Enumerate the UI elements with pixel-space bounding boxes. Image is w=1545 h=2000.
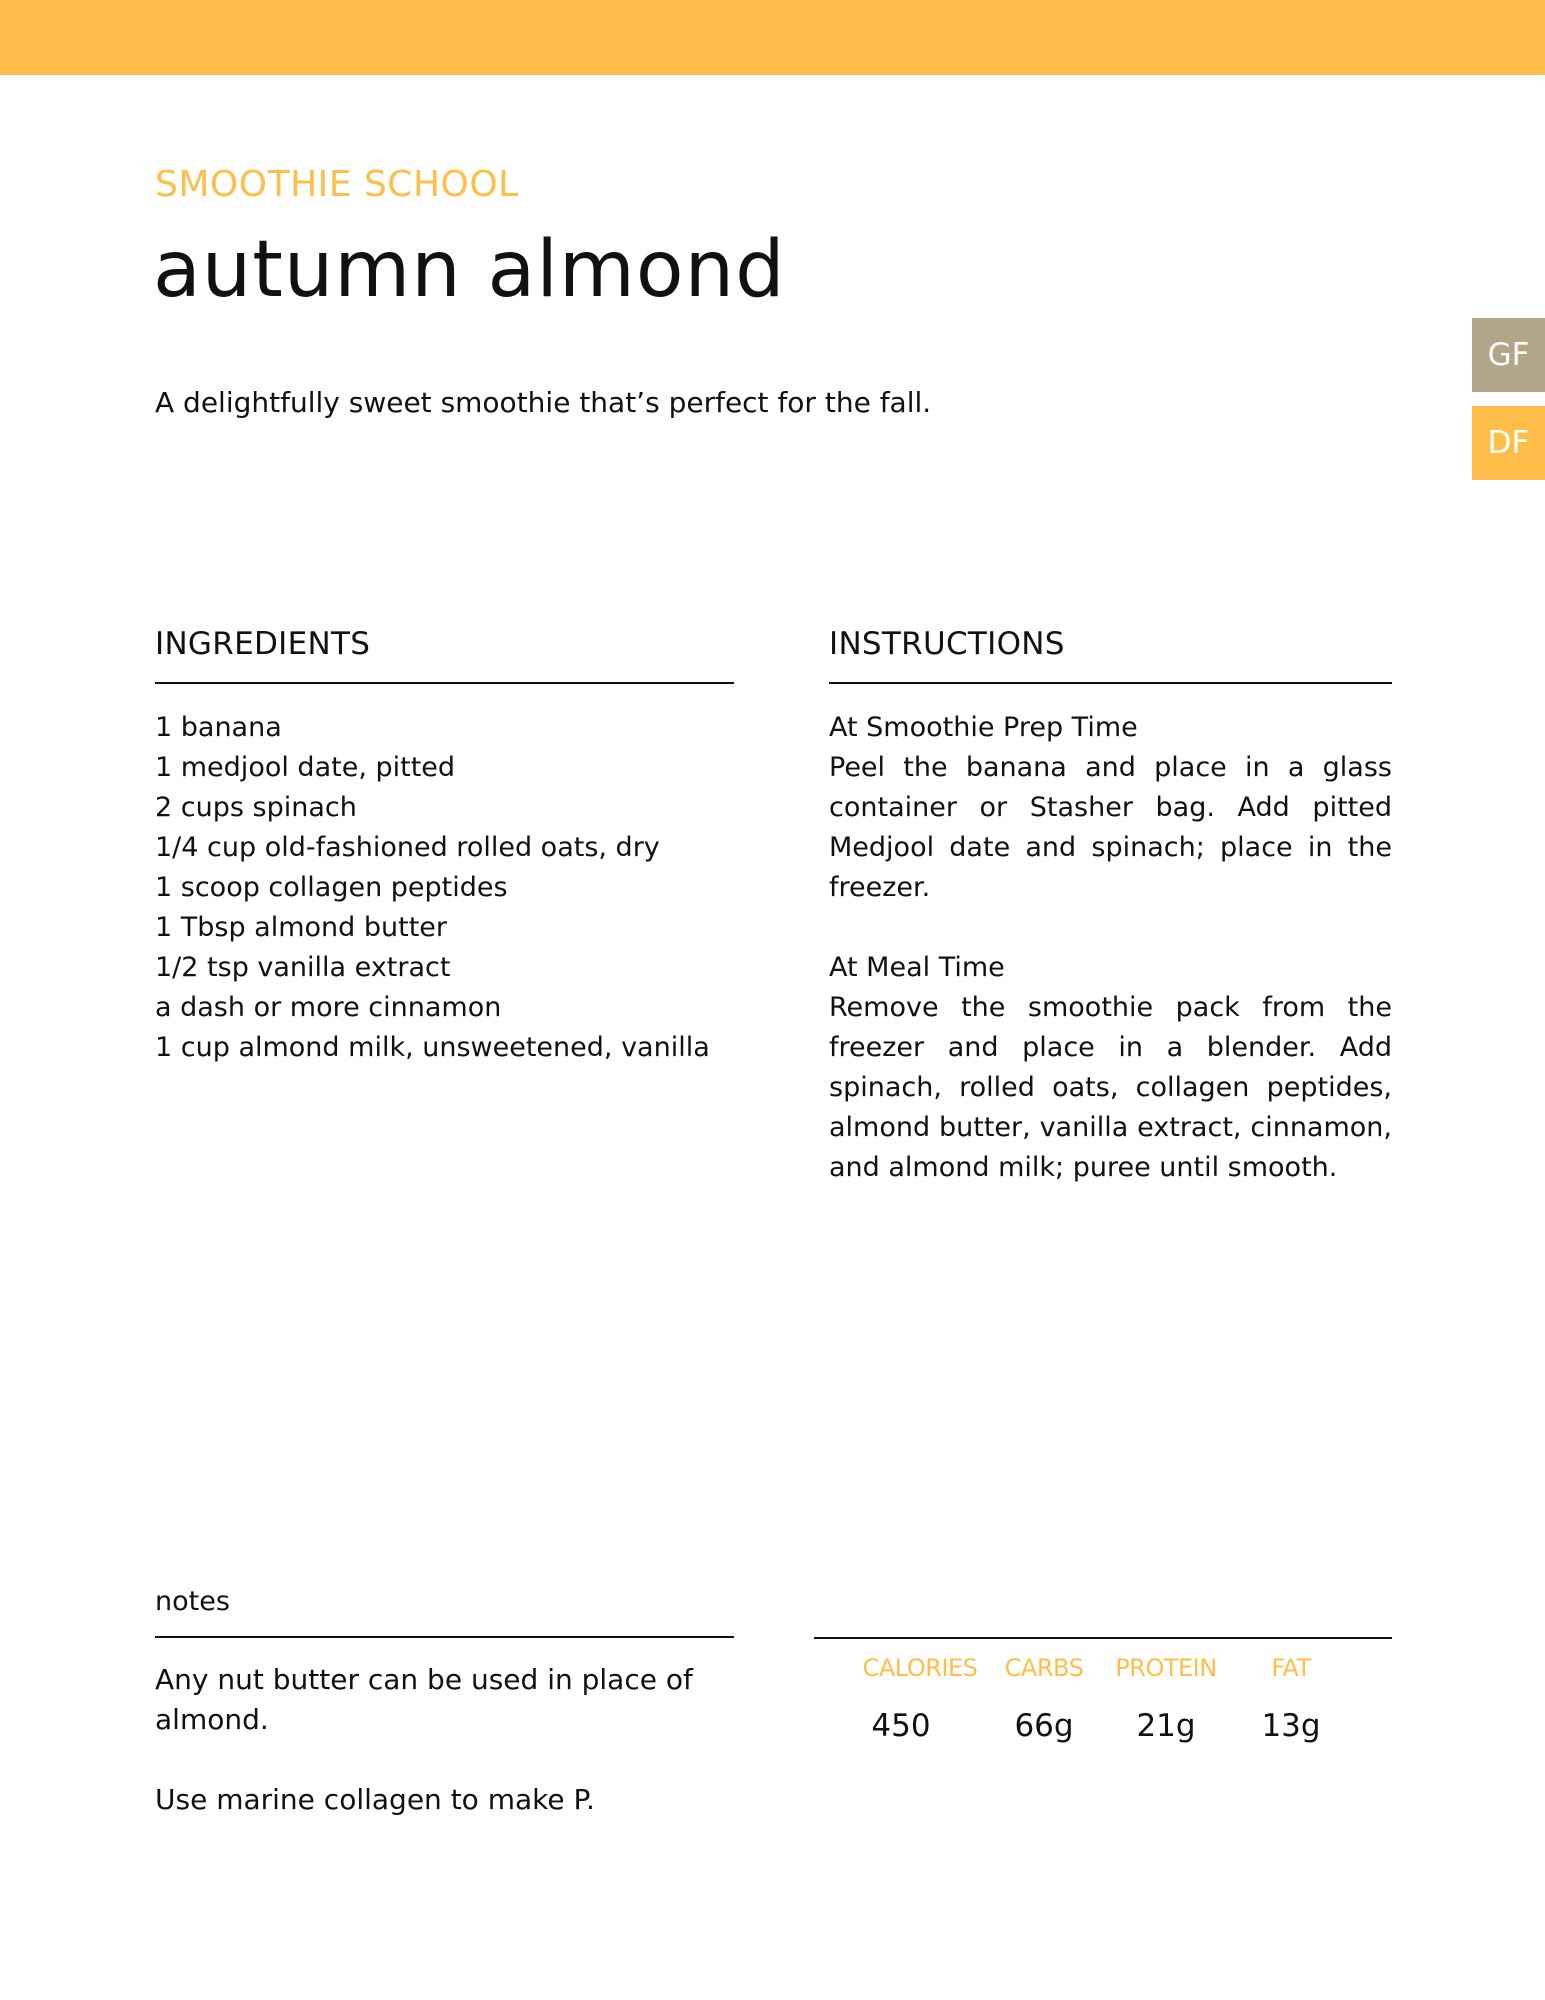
nutrition-label: PROTEIN: [1115, 1654, 1217, 1682]
notes-body: [155, 1660, 715, 1820]
instructions-heading: INSTRUCTIONS: [829, 626, 1065, 662]
instructions-body: [829, 708, 1392, 1188]
series-label: SMOOTHIE SCHOOL: [155, 164, 519, 205]
instruction-step: [829, 948, 1392, 1188]
ingredient-item: 1 banana: [155, 712, 282, 743]
ingredient-item: 1 scoop collagen peptides: [155, 872, 508, 903]
note-line: Use marine collagen to make P.: [155, 1783, 595, 1816]
nutrition-label: CARBS: [1004, 1654, 1084, 1682]
note-line: Any nut butter can be used in place of almond.: [155, 1663, 693, 1736]
nutrition-fat: [1246, 1652, 1336, 1746]
nutrition-value: 450: [871, 1708, 931, 1744]
nutrition-protein: [1106, 1652, 1226, 1746]
nutrition-label: CALORIES: [862, 1654, 978, 1682]
ingredient-item: 1/4 cup old-fashioned rolled oats, dry: [155, 832, 660, 863]
ingredient-item: 1 Tbsp almond butter: [155, 912, 448, 943]
ingredient-item: 2 cups spinach: [155, 792, 357, 823]
nutrition-value: 66g: [1014, 1708, 1074, 1744]
instruction-step-title: At Smoothie Prep Time: [829, 712, 1138, 743]
instructions-divider: [829, 682, 1392, 684]
ingredients-divider: [155, 682, 734, 684]
nutrition-value: 21g: [1136, 1708, 1196, 1744]
dairy-free-tag: DF: [1472, 406, 1545, 480]
recipe-title: autumn almond: [153, 225, 786, 315]
ingredients-heading: INGREDIENTS: [155, 626, 371, 662]
gluten-free-tag: GF: [1472, 318, 1545, 392]
ingredient-item: a dash or more cinnamon: [155, 992, 502, 1023]
ingredient-item: 1 medjool date, pitted: [155, 752, 456, 783]
nutrition-label: FAT: [1271, 1654, 1311, 1682]
nutrition-divider: [814, 1637, 1392, 1639]
nutrition-value: 13g: [1261, 1708, 1321, 1744]
instruction-step-text: Remove the smoothie pack from the freezer and place in a blender. Add spinach, rolled oats, collagen peptides, almond butter, vanilla extract, cinnamon, and almond milk; puree until smooth.: [829, 992, 1392, 1183]
instruction-step-text: Peel the banana and place in a glass container or Stasher bag. Add pitted Medjool date and spinach; place in the freezer.: [829, 752, 1392, 903]
nutrition-carbs: [994, 1652, 1094, 1746]
top-accent-bar: [0, 0, 1545, 75]
recipe-description: A delightfully sweet smoothie that’s perfect for the fall.: [155, 386, 932, 419]
notes-divider: [155, 1636, 734, 1638]
instruction-step: [829, 708, 1392, 908]
nutrition-calories: [850, 1652, 990, 1746]
notes-heading: notes: [155, 1586, 230, 1617]
ingredients-list: [155, 708, 710, 1068]
ingredient-item: 1/2 tsp vanilla extract: [155, 952, 451, 983]
ingredient-item: 1 cup almond milk, unsweetened, vanilla: [155, 1032, 710, 1063]
instruction-step-title: At Meal Time: [829, 952, 1005, 983]
